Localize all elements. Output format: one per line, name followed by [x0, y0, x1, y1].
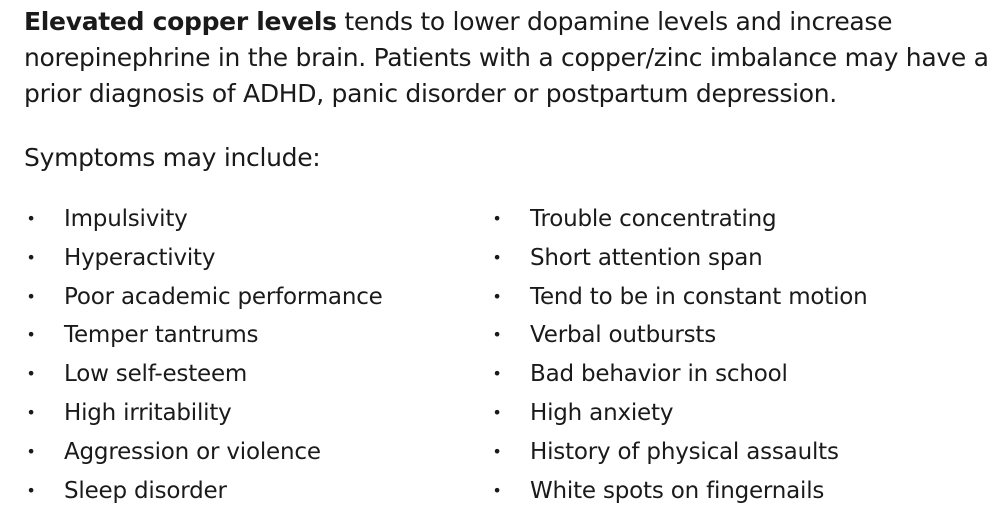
bullet-icon: •	[492, 402, 502, 422]
bullet-icon: •	[26, 247, 36, 267]
bullet-icon: •	[492, 247, 502, 267]
list-item	[24, 394, 464, 433]
bullet-icon: •	[26, 209, 36, 228]
intro-paragraph	[24, 4, 989, 112]
list-item	[490, 278, 980, 317]
list-item	[24, 472, 464, 511]
symptoms-heading: Symptoms may include:	[24, 143, 321, 172]
list-item	[24, 316, 464, 355]
list-item-text: Verbal outbursts	[530, 322, 717, 349]
list-item	[490, 355, 980, 394]
list-item-text: Short attention span	[530, 244, 763, 271]
list-item-text: Low self-esteem	[64, 361, 248, 388]
list-item	[24, 433, 464, 472]
bullet-icon: •	[26, 402, 36, 422]
bullet-icon: •	[492, 325, 502, 345]
intro-text: tends to lower dopamine levels and increase norepinephrine in the brain. Patients with a copper/zinc imbalance may have a prior diagnosis of ADHD, panic disorder or postpartum depression.	[24, 7, 989, 108]
bullet-icon: •	[492, 480, 502, 500]
list-item	[490, 239, 980, 278]
list-item-text: Temper tantrums	[64, 322, 259, 349]
list-item	[24, 239, 464, 278]
bullet-icon: •	[492, 209, 502, 228]
list-item	[490, 394, 980, 433]
bullet-icon: •	[492, 286, 502, 306]
list-item	[490, 433, 980, 472]
list-item	[24, 200, 464, 239]
bullet-icon: •	[26, 441, 36, 461]
list-item-text: Trouble concentrating	[530, 206, 777, 232]
list-item	[24, 278, 464, 317]
list-item-text: Sleep disorder	[64, 477, 227, 504]
list-item	[490, 200, 980, 239]
bullet-icon: •	[26, 364, 36, 384]
list-item-text: High irritability	[64, 399, 232, 426]
list-item	[490, 472, 980, 511]
list-item-text: History of physical assaults	[530, 438, 839, 465]
bullet-icon: •	[26, 480, 36, 500]
list-item-text: Aggression or violence	[64, 438, 321, 465]
list-item-text: Hyperactivity	[64, 244, 216, 271]
list-item-text: Poor academic performance	[64, 283, 383, 310]
list-item-text: Bad behavior in school	[530, 361, 788, 388]
list-item-text: White spots on fingernails	[530, 477, 825, 504]
bullet-icon: •	[26, 325, 36, 345]
list-item	[24, 355, 464, 394]
symptoms-list-right	[490, 200, 980, 510]
bullet-icon: •	[492, 364, 502, 384]
bullet-icon: •	[26, 286, 36, 306]
intro-bold-phrase: Elevated copper levels	[24, 7, 337, 36]
list-item	[490, 316, 980, 355]
symptoms-list-left	[24, 200, 464, 510]
list-item-text: Tend to be in constant motion	[530, 283, 868, 310]
list-item-text: Impulsivity	[64, 206, 188, 232]
list-item-text: High anxiety	[530, 399, 674, 426]
bullet-icon: •	[492, 441, 502, 461]
